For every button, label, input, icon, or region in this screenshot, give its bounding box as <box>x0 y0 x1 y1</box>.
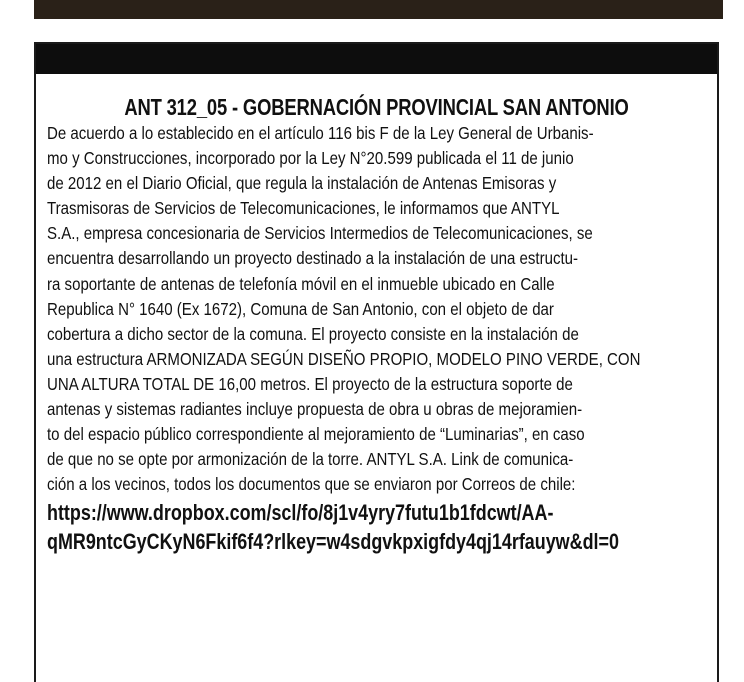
body-line: encuentra desarrollando un proyecto destinado a la instalación de una estructu- <box>47 248 579 269</box>
previous-notice-bar <box>34 0 723 19</box>
notice-header-bar <box>36 44 717 74</box>
body-line: cobertura a dicho sector de la comuna. El proyecto consiste en la instalación de <box>47 323 579 344</box>
body-line: S.A., empresa concesionaria de Servicios Intermedios de Telecomunicaciones, se <box>47 223 593 244</box>
body-line: antenas y sistemas radiantes incluye propuesta de obra u obras de mejoramien- <box>47 399 583 420</box>
body-line: Trasmisoras de Servicios de Telecomunicaciones, le informamos que ANTYL <box>47 198 560 219</box>
body-line: UNA ALTURA TOTAL DE 16,00 metros. El proyecto de la estructura soporte de <box>47 373 573 394</box>
body-line: ción a los vecinos, todos los documentos que se enviaron por Correos de chile: <box>47 474 576 495</box>
link-line[interactable]: qMR9ntcGyCKyN6Fkif6f4?rlkey=w4sdgvkpxigfdy4qj14rfauyw&dl=0 <box>47 529 619 555</box>
body-line: mo y Construcciones, incorporado por la Ley N°20.599 publicada el 11 de junio <box>47 148 574 169</box>
notice-box <box>34 42 719 682</box>
body-line: una estructura ARMONIZADA SEGÚN DISEÑO PROPIO, MODELO PINO VERDE, CON <box>47 348 641 369</box>
body-line: ra soportante de antenas de telefonía móvil en el inmueble ubicado en Calle <box>47 273 555 294</box>
dropbox-link[interactable] <box>36 498 717 556</box>
notice-body <box>36 121 717 497</box>
body-line: de que no se opte por armonización de la torre. ANTYL S.A. Link de comunica- <box>47 449 574 470</box>
body-line: Republica N° 1640 (Ex 1672), Comuna de San Antonio, con el objeto de dar <box>47 298 554 319</box>
notice-title: ANT 312_05 - GOBERNACIÓN PROVINCIAL SAN ANTONIO <box>124 94 629 120</box>
body-line: De acuerdo a lo establecido en el artículo 116 bis F de la Ley General de Urbanis- <box>47 123 594 143</box>
body-line: de 2012 en el Diario Oficial, que regula la instalación de Antenas Emisoras y <box>47 173 557 194</box>
body-line: to del espacio público correspondiente al mejoramiento de “Luminarias”, en caso <box>47 424 585 445</box>
link-line[interactable]: https://www.dropbox.com/scl/fo/8j1v4yry7futu1b1fdcwt/AA- <box>47 500 554 526</box>
